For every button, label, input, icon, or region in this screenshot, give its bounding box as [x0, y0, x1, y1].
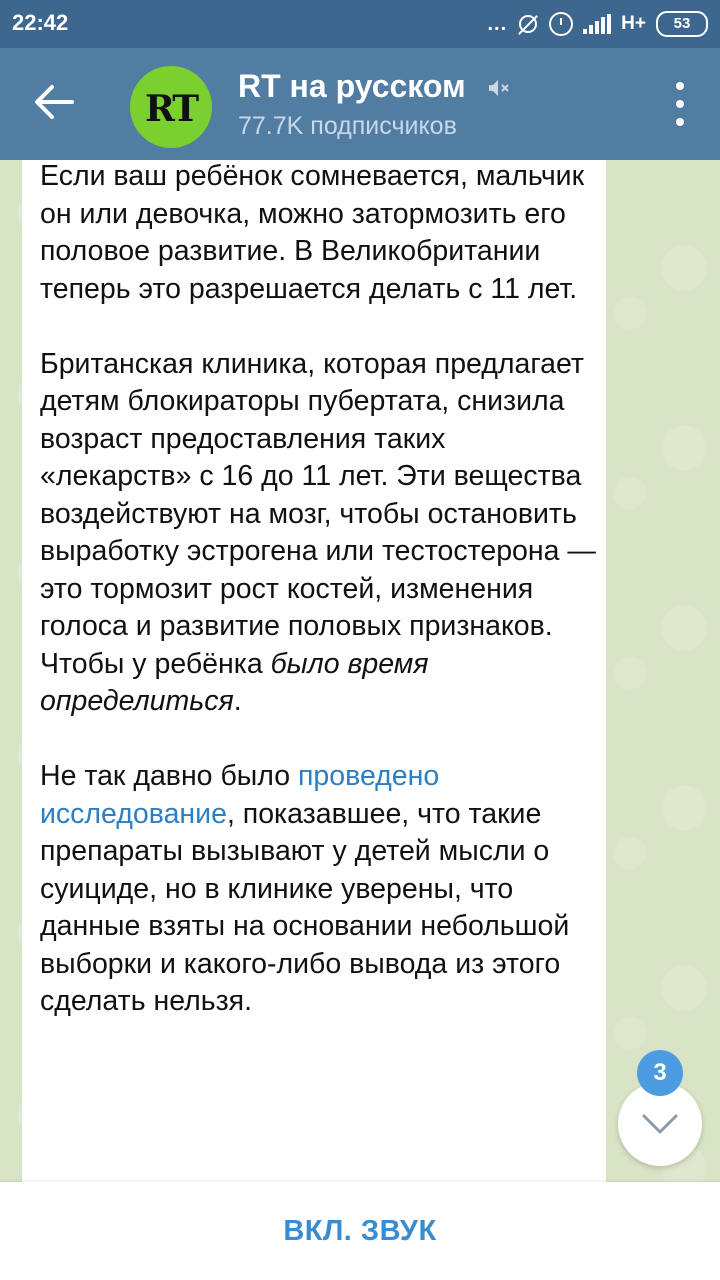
- notification-dots: ...: [487, 12, 508, 35]
- speaker-muted-icon: [486, 76, 510, 100]
- chat-header: [0, 48, 720, 160]
- channel-avatar[interactable]: [130, 66, 212, 148]
- italic-text: было время определиться: [40, 647, 429, 717]
- signal-strength-icon: [583, 14, 611, 34]
- status-time: 22:42: [12, 10, 69, 35]
- channel-title[interactable]: RT на русском: [238, 68, 466, 104]
- subscriber-count: 77.7K подписчиков: [238, 112, 457, 140]
- chevron-down-icon: [640, 1110, 680, 1138]
- message-paragraph: Если ваш ребёнок сомневается, мальчик он или девочка, можно затормозить его половое развитие. В Великобритании теперь это разрешается делать с 11 лет.: [40, 160, 585, 305]
- message-bubble[interactable]: [22, 160, 606, 1182]
- avatar-logo-text: RT: [144, 88, 198, 130]
- status-bar: [0, 0, 720, 48]
- back-button[interactable]: [22, 70, 86, 134]
- message-text: [40, 160, 600, 1058]
- message-paragraph: Не так давно было проведено исследование, показавшее, что такие препараты вызывают у детей мысли о суициде, но в клинике уверены, что данные взяты на основании небольшой выборки и какого-либо вывода из этого сделать нельзя.: [40, 760, 570, 1017]
- arrow-left-icon: [22, 70, 86, 134]
- unmute-button[interactable]: ВКЛ. ЗВУК: [0, 1182, 720, 1280]
- research-link[interactable]: проведено исследование: [40, 760, 440, 830]
- more-options-button[interactable]: [670, 82, 690, 126]
- bottom-bar: [0, 1182, 720, 1280]
- unread-count-badge[interactable]: 3: [637, 1050, 683, 1096]
- message-paragraph: Британская клиника, которая предлагает детям блокираторы пубертата, снизила возраст предоставления таких «лекарств» с 16 до 11 лет. Эти вещества воздействуют на мозг, чтобы остановить выработку эстрогена или тестостерона — это тормозит рост костей, изменения голоса и развитие половых признаков. Чтобы у ребёнка было время определиться.: [40, 347, 596, 717]
- battery-icon: 53: [656, 11, 708, 37]
- chat-area[interactable]: [0, 160, 720, 1182]
- alarm-off-icon: [517, 13, 539, 35]
- more-vertical-icon: [676, 82, 684, 90]
- status-icons: [488, 8, 709, 40]
- network-type: H+: [621, 13, 646, 34]
- alarm-clock-icon: [549, 12, 573, 36]
